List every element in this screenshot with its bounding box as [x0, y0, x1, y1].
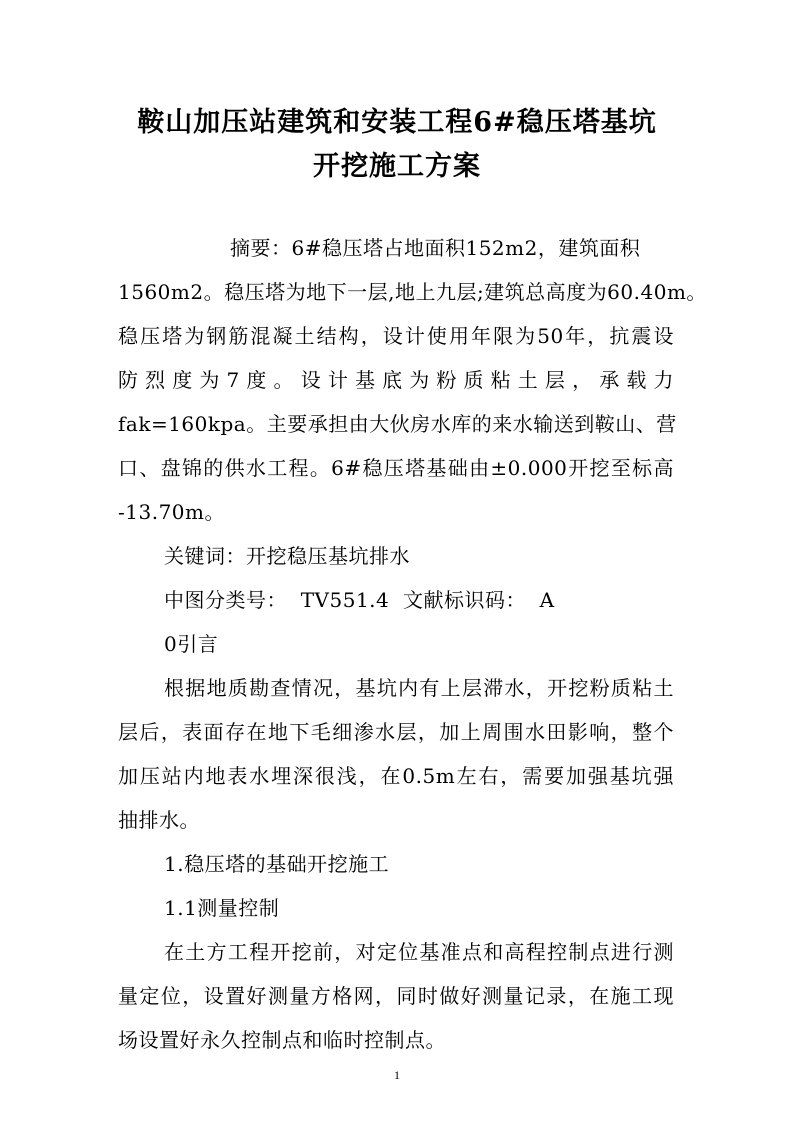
- section-1-1-heading: 1.1测量控制: [164, 896, 280, 920]
- page-number: 1: [394, 1068, 400, 1082]
- abstract-line: 1560m2。稳压塔为地下一层,地上九层;建筑总高度为60.40m。: [118, 280, 707, 304]
- intro-line: 层后，表面存在地下毛细渗水层，加上周围水田影响，整个: [118, 720, 674, 744]
- abstract-line: -13.70m。: [118, 500, 225, 524]
- section-1-1-line: 场设置好永久控制点和临时控制点。: [118, 1028, 446, 1052]
- section-1-1-line: 量定位，设置好测量方格网，同时做好测量记录，在施工现: [118, 984, 674, 1008]
- intro-heading: 0引言: [164, 632, 219, 656]
- section-1-1-line: 在土方工程开挖前，对定位基准点和高程控制点进行测: [164, 940, 674, 964]
- intro-line: 加压站内地表水埋深很浅，在0.5m左右，需要加强基坑强: [118, 764, 674, 788]
- intro-line: 抽排水。: [118, 808, 200, 832]
- classification-line: 中图分类号： TV551.4 文献标识码： A: [164, 588, 555, 612]
- keywords-line: 关键词：开挖稳压基坑排水: [164, 544, 410, 568]
- intro-line: 根据地质勘查情况，基坑内有上层滞水，开挖粉质粘土: [164, 676, 674, 700]
- abstract-line: fak=160kpa。主要承担由大伙房水库的来水输送到鞍山、营: [118, 412, 677, 436]
- abstract-line: 摘要：6#稳压塔占地面积152m2，建筑面积: [230, 236, 641, 260]
- title-line-2: 开挖施工方案: [313, 151, 481, 182]
- section-1-heading: 1.稳压塔的基础开挖施工: [164, 852, 390, 876]
- abstract-line: 稳压塔为钢筋混凝土结构，设计使用年限为50年，抗震设: [118, 324, 674, 348]
- abstract-line: 口、盘锦的供水工程。6#稳压塔基础由±0.000开挖至标高: [118, 456, 674, 480]
- title-line-1: 鞍山加压站建筑和安装工程6#稳压塔基坑: [137, 107, 657, 138]
- abstract-line: 防烈度为7度。设计基底为粉质粘土层，承载力: [118, 368, 674, 392]
